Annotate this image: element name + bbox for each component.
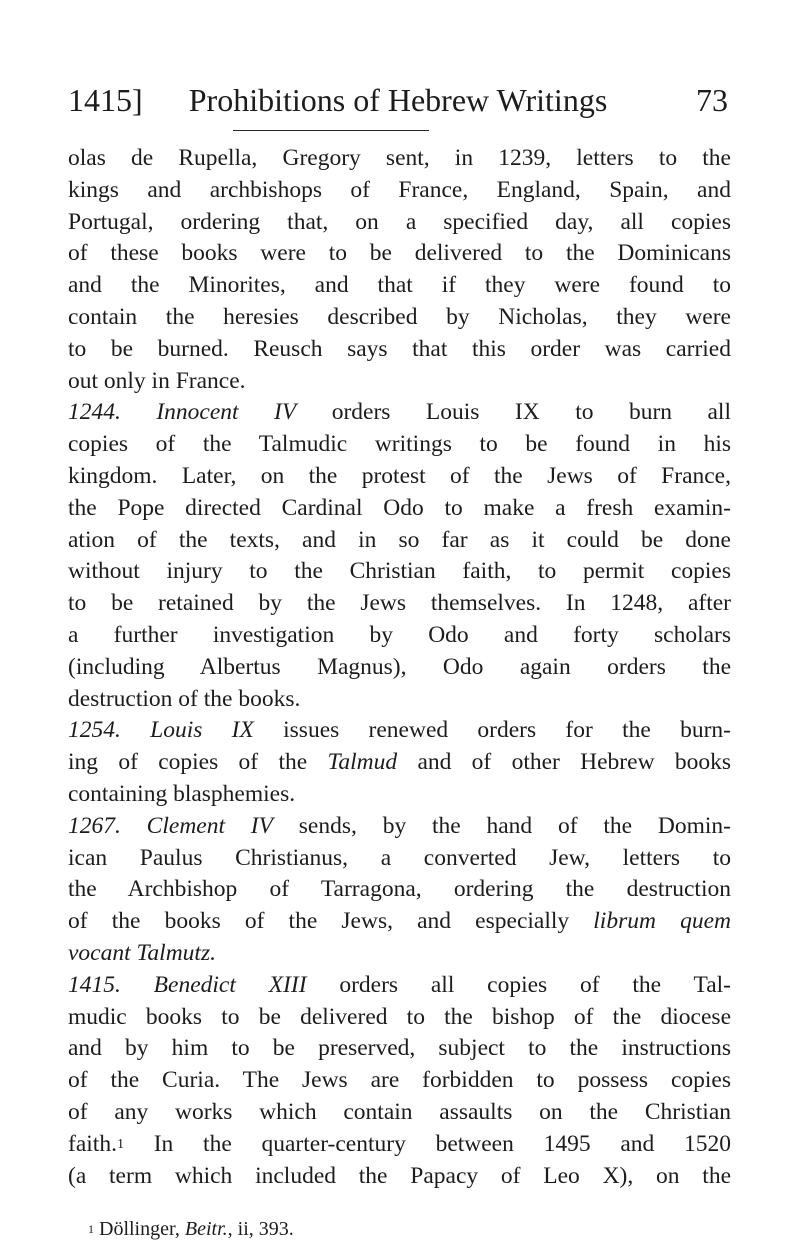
text-fragment: In the quarter-century between 1495 and 1520 bbox=[124, 1130, 731, 1157]
text-line bbox=[68, 1129, 731, 1161]
text-line bbox=[68, 397, 731, 429]
text-fragment: orders all copies of the Tal- bbox=[306, 971, 731, 998]
entry-heading: 1254. Louis IX bbox=[68, 717, 254, 744]
text-line: the Pope directed Cardinal Odo to make a fresh examin- bbox=[68, 494, 731, 521]
text-line: ican Paulus Christianus, a converted Jew, letters to bbox=[68, 844, 731, 871]
footnote bbox=[88, 1216, 294, 1242]
text-line: (including Albertus Magnus), Odo again orders the bbox=[68, 653, 731, 680]
text-fragment: issues renewed orders for the burn- bbox=[253, 717, 731, 744]
running-head-title: Prohibitions of Hebrew Writings bbox=[188, 82, 608, 118]
text-line: to be retained by the Jews themselves. In 1248, after bbox=[68, 590, 731, 617]
text-line: olas de Rupella, Gregory sent, in 1239, letters to the bbox=[68, 145, 731, 171]
text-line: a further investigation by Odo and forty scholars bbox=[68, 621, 731, 648]
text-line: and the Minorites, and that if they were found to bbox=[68, 272, 731, 299]
entry-heading: 1244. Innocent IV bbox=[68, 399, 297, 426]
text-fragment: sends, by the hand of the Domin- bbox=[272, 812, 731, 839]
text-line: contain the heresies described by Nicholas, they were bbox=[68, 303, 731, 330]
text-line: ation of the texts, and in so far as it could be done bbox=[68, 526, 731, 553]
running-head-date: 1415] bbox=[68, 82, 143, 118]
page-number: 73 bbox=[696, 82, 728, 118]
italic-term: librum quem bbox=[593, 908, 731, 935]
text-line: to be burned. Reusch says that this order was carried bbox=[68, 335, 731, 362]
footnote-author: Döllinger, bbox=[99, 1218, 185, 1240]
entry-heading: 1267. Clement IV bbox=[68, 812, 273, 839]
text-line: and by him to be preserved, subject to the instructions bbox=[68, 1035, 731, 1062]
text-line: of these books were to be delivered to the Dominicans bbox=[68, 240, 731, 267]
text-line: out only in France. bbox=[68, 367, 246, 394]
text-line bbox=[68, 715, 731, 747]
text-line bbox=[68, 811, 731, 843]
text-fragment: ing of copies of the bbox=[68, 749, 328, 776]
text-line: (a term which included the Papacy of Leo X), on the bbox=[68, 1162, 731, 1189]
footnote-reference[interactable]: 1 bbox=[116, 1135, 124, 1152]
italic-term: Talmud bbox=[327, 749, 398, 776]
text-line: of any works which contain assaults on the Christian bbox=[68, 1098, 731, 1125]
text-line: of the Curia. The Jews are forbidden to possess copies bbox=[68, 1067, 731, 1094]
text-fragment: orders Louis IX to burn all bbox=[296, 399, 731, 426]
text-line bbox=[68, 747, 731, 779]
text-line: without injury to the Christian faith, to permit copies bbox=[68, 558, 731, 585]
text-line bbox=[68, 970, 731, 1002]
header-rule bbox=[233, 130, 429, 131]
body-text bbox=[68, 143, 731, 1192]
text-line: containing blasphemies. bbox=[68, 780, 296, 807]
text-line: destruction of the books. bbox=[68, 685, 301, 712]
text-line bbox=[68, 938, 731, 970]
text-line: kingdom. Later, on the protest of the Jews of France, bbox=[68, 462, 731, 489]
footnote-work: Beitr. bbox=[184, 1218, 228, 1240]
entry-heading: 1415. Benedict XIII bbox=[68, 971, 307, 998]
text-line: kings and archbishops of France, England, Spain, and bbox=[68, 176, 731, 203]
text-line: Portugal, ordering that, on a specified day, all copies bbox=[68, 208, 731, 235]
footnote-ref: , ii, 393. bbox=[227, 1218, 294, 1240]
text-fragment: faith. bbox=[68, 1130, 117, 1157]
text-line bbox=[68, 906, 731, 938]
text-line: copies of the Talmudic writings to be found in his bbox=[68, 431, 731, 458]
footnote-marker: 1 bbox=[88, 1221, 94, 1236]
text-line: the Archbishop of Tarragona, ordering the destruction bbox=[68, 876, 731, 903]
running-head bbox=[68, 78, 728, 122]
italic-term: vocant Talmutz. bbox=[68, 939, 216, 966]
text-fragment: and of other Hebrew books bbox=[397, 749, 731, 776]
text-fragment: of the books of the Jews, and especially bbox=[68, 908, 594, 935]
text-line: mudic books to be delivered to the bishop of the diocese bbox=[68, 1003, 731, 1030]
